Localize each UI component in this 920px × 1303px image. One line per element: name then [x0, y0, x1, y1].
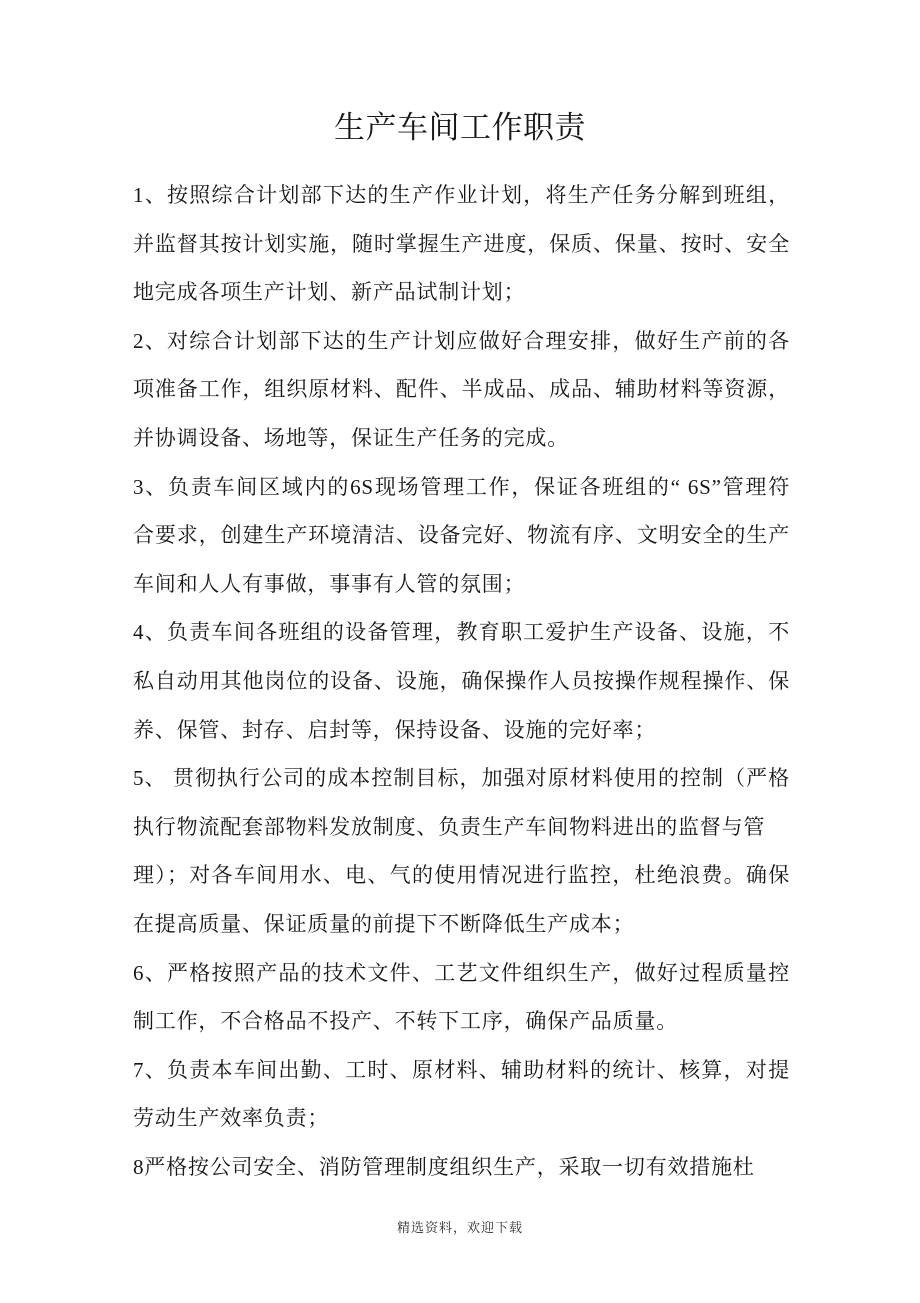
paragraph-3 [133, 463, 790, 609]
text-line: 5、 贯彻执行公司的成本控制目标，加强对原材料使用的控制（严格 [133, 766, 790, 791]
text-line: 养、保管、封存、启封等，保持设备、设施的完好率； [133, 717, 657, 742]
paragraph-4 [133, 608, 790, 754]
paragraph-8 [133, 1143, 790, 1192]
text-line: 2、对综合计划部下达的生产计划应做好合理安排，做好生产前的各 [133, 328, 790, 353]
paragraph-5 [133, 754, 790, 948]
text-line: 合要求，创建生产环境清洁、设备完好、物流有序、文明安全的生产 [133, 523, 790, 548]
text-line: 7、负责本车间出勤、工时、原材料、辅助材料的统计、核算，对提 [133, 1057, 790, 1082]
text-line: 4、负责车间各班组的设备管理，教育职工爱护生产设备、设施，不 [133, 620, 790, 645]
text-line: 执行物流配套部物料发放制度、负责生产车间物料进出的监督与管 [133, 814, 766, 839]
paragraph-6 [133, 949, 790, 1046]
text-line: 1、按照综合计划部下达的生产作业计划，将生产任务分解到班组， [133, 183, 790, 207]
paragraph-2 [133, 317, 790, 463]
text-line: 车间和人人有事做，事事有人管的氛围； [133, 571, 526, 596]
text-line: 8严格按公司安全、消防管理制度组织生产，采取一切有效措施杜 [133, 1154, 755, 1179]
text-line: 私自动用其他岗位的设备、设施，确保操作人员按操作规程操作、保 [133, 668, 790, 693]
text-line: 理）；对各车间用水、电、气的使用情况进行监控，杜绝浪费。确保 [133, 863, 790, 888]
text-line: 劳动生产效率负责； [133, 1106, 330, 1131]
text-line: 6、严格按照产品的技术文件、工艺文件组织生产，做好过程质量控 [133, 960, 790, 985]
footer-note: 精选资料，欢迎下载 [396, 1220, 523, 1235]
page-title: 生产车间工作职责 [334, 110, 586, 145]
paragraph-7 [133, 1046, 790, 1143]
paragraph-1 [133, 171, 790, 317]
text-line: 并监督其按计划实施，随时掌握生产进度，保质、保量、按时、安全 [133, 231, 790, 256]
text-line: 项准备工作，组织原材料、配件、半成品、成品、辅助材料等资源， [133, 377, 790, 402]
text-line: 制工作，不合格品不投产、不转下工序，确保产品质量。 [133, 1009, 678, 1034]
text-line: 3、负责车间区域内的6S现场管理工作，保证各班组的“ 6S”管理符 [133, 474, 790, 499]
text-line: 在提高质量、保证质量的前提下不断降低生产成本； [133, 911, 635, 936]
text-line: 并协调设备、场地等，保证生产任务的完成。 [133, 425, 569, 450]
document-body [133, 171, 790, 1191]
text-line: 地完成各项生产计划、新产品试制计划； [133, 280, 526, 305]
